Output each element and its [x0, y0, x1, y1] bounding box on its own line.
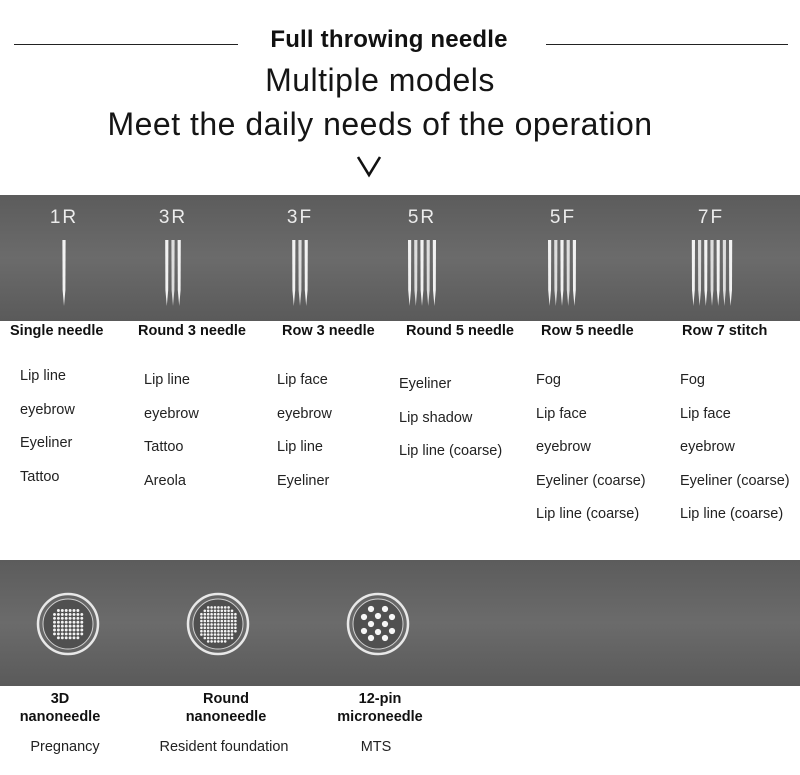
needle-pin: [433, 240, 436, 306]
needle-pin: [420, 240, 423, 306]
needle-pin: [692, 240, 695, 306]
needle-code-7f: 7F: [697, 207, 725, 228]
round-dot-grid-icon: [186, 592, 250, 656]
needle-code-5r: 5R: [407, 207, 437, 228]
twelve-pin-icon: [346, 592, 410, 656]
needle-name-3r: Round 3 needle: [138, 323, 246, 339]
needle-pin: [723, 240, 726, 306]
needle-icon-7f: [688, 240, 736, 306]
needle-pin: [298, 240, 301, 306]
needle-pin: [165, 240, 168, 306]
needle-icon-5f: [544, 240, 580, 306]
use-item: Eyeliner (coarse): [536, 473, 646, 489]
needle-pin: [178, 240, 181, 306]
nano-use-round: Resident foundation: [159, 739, 289, 755]
use-item: Lip line: [20, 368, 66, 384]
use-item: Eyeliner: [277, 473, 330, 489]
use-item: Tattoo: [144, 439, 184, 455]
needle-code-3f: 3F: [286, 207, 314, 228]
page-title: Full throwing needle: [270, 26, 508, 53]
needle-pin: [710, 240, 713, 306]
needle-icon-1r: [52, 240, 76, 306]
needle-pin: [408, 240, 411, 306]
use-item: Fog: [536, 372, 561, 388]
needle-name-5r: Round 5 needle: [406, 323, 514, 339]
nano-name-round: Round nanoneedle: [185, 691, 267, 725]
needle-pin: [717, 240, 720, 306]
needle-pin: [560, 240, 563, 306]
needle-name-3f: Row 3 needle: [282, 323, 375, 339]
needle-pin: [704, 240, 707, 306]
needle-pin: [567, 240, 570, 306]
use-item: Lip face: [536, 406, 587, 422]
use-item: Eyeliner (coarse): [680, 473, 790, 489]
needle-pin: [729, 240, 732, 306]
use-item: Eyeliner: [399, 376, 452, 392]
needle-pin: [62, 240, 65, 306]
needle-name-5f: Row 5 needle: [541, 323, 634, 339]
needle-icon-3f: [286, 240, 314, 306]
use-item: Lip line: [144, 372, 190, 388]
use-item: Eyeliner: [20, 435, 73, 451]
nano-name-12pin: 12-pin microneedle: [337, 691, 423, 725]
use-item: Lip shadow: [399, 410, 473, 426]
needle-pin: [573, 240, 576, 306]
chevron-down-icon: [356, 154, 382, 178]
needle-pin: [292, 240, 295, 306]
use-item: eyebrow: [20, 402, 75, 418]
needle-code-5f: 5F: [549, 207, 577, 228]
nano-name-3d: 3D nanoneedle: [19, 691, 101, 725]
use-item: Lip face: [277, 372, 328, 388]
needle-code-3r: 3R: [158, 207, 188, 228]
use-item: eyebrow: [536, 439, 591, 455]
needle-code-1r: 1R: [49, 207, 79, 228]
use-item: eyebrow: [277, 406, 332, 422]
needle-icon-5r: [406, 240, 438, 306]
use-item: Lip face: [680, 406, 731, 422]
use-item: Fog: [680, 372, 705, 388]
use-item: Lip line (coarse): [399, 443, 503, 459]
needle-pin: [305, 240, 308, 306]
needle-name-7f: Row 7 stitch: [682, 323, 768, 339]
nano-use-12pin: MTS: [360, 739, 392, 755]
needle-pin: [554, 240, 557, 306]
use-item: Lip line: [277, 439, 323, 455]
subtitle-models: Multiple models: [265, 62, 495, 98]
needle-name-1r: Single needle: [10, 323, 104, 339]
needle-pin: [427, 240, 430, 306]
square-dot-grid-icon: [36, 592, 100, 656]
needle-pin: [171, 240, 174, 306]
needle-icon-3r: [160, 240, 186, 306]
nano-use-3d: Pregnancy: [30, 739, 100, 755]
needle-pin: [698, 240, 701, 306]
use-item: eyebrow: [680, 439, 735, 455]
use-item: Lip line (coarse): [536, 506, 640, 522]
needle-pin: [548, 240, 551, 306]
use-item: eyebrow: [144, 406, 199, 422]
use-item: Lip line (coarse): [680, 506, 784, 522]
use-item: Areola: [144, 473, 186, 489]
use-item: Tattoo: [20, 469, 60, 485]
subtitle-needs: Meet the daily needs of the operation: [107, 106, 653, 142]
needle-pin: [414, 240, 417, 306]
